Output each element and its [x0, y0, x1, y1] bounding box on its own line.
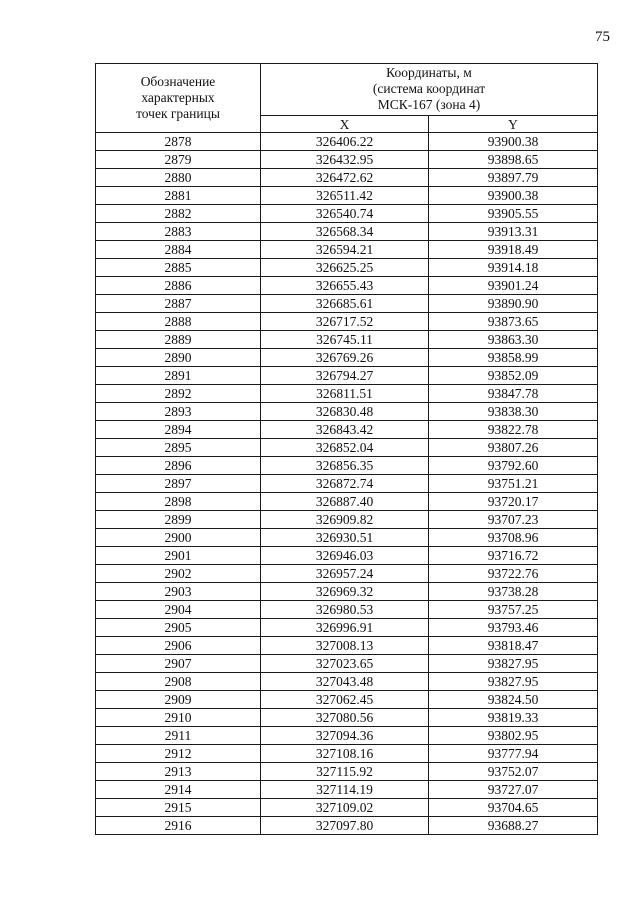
x-coordinate-cell: 326655.43	[261, 277, 429, 295]
table-row	[96, 295, 598, 313]
table-row	[96, 241, 598, 259]
point-cell: 2906	[96, 637, 261, 655]
y-coordinate-cell: 93802.95	[429, 727, 598, 745]
point-cell: 2880	[96, 169, 261, 187]
x-coordinate-cell: 327097.80	[261, 817, 429, 835]
y-coordinate-cell: 93873.65	[429, 313, 598, 331]
table-row	[96, 403, 598, 421]
table-row	[96, 619, 598, 637]
y-coordinate-cell: 93716.72	[429, 547, 598, 565]
x-coordinate-cell: 327062.45	[261, 691, 429, 709]
y-coordinate-cell: 93727.07	[429, 781, 598, 799]
x-coordinate-cell: 326472.62	[261, 169, 429, 187]
table-row	[96, 781, 598, 799]
x-coordinate-cell: 326887.40	[261, 493, 429, 511]
x-coordinate-cell: 326511.42	[261, 187, 429, 205]
x-coordinate-cell: 326568.34	[261, 223, 429, 241]
point-cell: 2893	[96, 403, 261, 421]
table-row	[96, 457, 598, 475]
point-cell: 2905	[96, 619, 261, 637]
y-coordinate-cell: 93901.24	[429, 277, 598, 295]
table-row	[96, 817, 598, 835]
table-row	[96, 511, 598, 529]
table-row	[96, 313, 598, 331]
coordinates-table	[95, 63, 598, 835]
y-coordinate-cell: 93918.49	[429, 241, 598, 259]
point-cell: 2907	[96, 655, 261, 673]
point-cell: 2912	[96, 745, 261, 763]
y-coordinate-cell: 93777.94	[429, 745, 598, 763]
y-coordinate-cell: 93898.65	[429, 151, 598, 169]
point-cell: 2913	[96, 763, 261, 781]
x-coordinate-cell: 326872.74	[261, 475, 429, 493]
table-row	[96, 223, 598, 241]
point-cell: 2910	[96, 709, 261, 727]
table-row	[96, 259, 598, 277]
table-row	[96, 133, 598, 151]
x-coordinate-cell: 326909.82	[261, 511, 429, 529]
x-coordinate-cell: 327080.56	[261, 709, 429, 727]
point-header-line-2: характерных	[141, 90, 215, 105]
table-row	[96, 421, 598, 439]
x-coordinate-cell: 327008.13	[261, 637, 429, 655]
point-cell: 2885	[96, 259, 261, 277]
x-coordinate-cell: 326594.21	[261, 241, 429, 259]
table-row	[96, 439, 598, 457]
x-coordinate-cell: 326745.11	[261, 331, 429, 349]
table-row	[96, 637, 598, 655]
point-cell: 2911	[96, 727, 261, 745]
coords-header-line-1: Координаты, м	[386, 65, 472, 80]
y-coordinate-cell: 93852.09	[429, 367, 598, 385]
table-row	[96, 547, 598, 565]
y-coordinate-cell: 93720.17	[429, 493, 598, 511]
x-coordinate-cell: 326957.24	[261, 565, 429, 583]
y-coordinate-cell: 93807.26	[429, 439, 598, 457]
table-row	[96, 601, 598, 619]
table-row	[96, 565, 598, 583]
x-coordinate-cell: 326856.35	[261, 457, 429, 475]
x-coordinate-cell: 326996.91	[261, 619, 429, 637]
point-cell: 2895	[96, 439, 261, 457]
y-coordinate-cell: 93890.90	[429, 295, 598, 313]
x-coordinate-cell: 327115.92	[261, 763, 429, 781]
table-row	[96, 709, 598, 727]
point-cell: 2879	[96, 151, 261, 169]
point-cell: 2899	[96, 511, 261, 529]
point-cell: 2896	[96, 457, 261, 475]
y-coordinate-cell: 93824.50	[429, 691, 598, 709]
y-coordinate-cell: 93792.60	[429, 457, 598, 475]
x-coordinate-cell: 327094.36	[261, 727, 429, 745]
point-cell: 2916	[96, 817, 261, 835]
x-coordinate-cell: 326830.48	[261, 403, 429, 421]
y-coordinate-cell: 93897.79	[429, 169, 598, 187]
y-coordinate-cell: 93900.38	[429, 187, 598, 205]
table-row	[96, 205, 598, 223]
y-coordinate-cell: 93751.21	[429, 475, 598, 493]
point-cell: 2883	[96, 223, 261, 241]
y-coordinate-cell: 93757.25	[429, 601, 598, 619]
x-coordinate-cell: 326852.04	[261, 439, 429, 457]
point-cell: 2881	[96, 187, 261, 205]
table-row	[96, 529, 598, 547]
table-row	[96, 493, 598, 511]
y-coordinate-cell: 93738.28	[429, 583, 598, 601]
point-cell: 2903	[96, 583, 261, 601]
point-cell: 2897	[96, 475, 261, 493]
y-coordinate-cell: 93822.78	[429, 421, 598, 439]
table-row	[96, 475, 598, 493]
y-coordinate-cell: 93707.23	[429, 511, 598, 529]
coordinates-group-header	[261, 64, 598, 116]
table-row	[96, 331, 598, 349]
table-row	[96, 583, 598, 601]
point-cell: 2882	[96, 205, 261, 223]
coords-header-line-3: МСК-167 (зона 4)	[377, 97, 481, 112]
point-cell: 2904	[96, 601, 261, 619]
x-coordinate-cell: 326432.95	[261, 151, 429, 169]
table-row	[96, 655, 598, 673]
table-row	[96, 799, 598, 817]
x-coordinate-cell: 326843.42	[261, 421, 429, 439]
y-coordinate-cell: 93818.47	[429, 637, 598, 655]
table-row	[96, 277, 598, 295]
table-row	[96, 763, 598, 781]
x-coordinate-cell: 326794.27	[261, 367, 429, 385]
point-cell: 2894	[96, 421, 261, 439]
y-coordinate-cell: 93863.30	[429, 331, 598, 349]
point-cell: 2908	[96, 673, 261, 691]
y-coordinate-cell: 93708.96	[429, 529, 598, 547]
y-coordinate-cell: 93722.76	[429, 565, 598, 583]
table-row	[96, 169, 598, 187]
x-coordinate-cell: 326406.22	[261, 133, 429, 151]
table-header	[96, 64, 598, 133]
x-coordinate-cell: 326811.51	[261, 385, 429, 403]
y-coordinate-cell: 93819.33	[429, 709, 598, 727]
x-coordinate-cell: 326540.74	[261, 205, 429, 223]
x-coordinate-cell: 326980.53	[261, 601, 429, 619]
point-cell: 2902	[96, 565, 261, 583]
point-cell: 2890	[96, 349, 261, 367]
point-header-line-1: Обозначение	[140, 74, 216, 89]
x-coordinate-cell: 326685.61	[261, 295, 429, 313]
y-coordinate-cell: 93838.30	[429, 403, 598, 421]
x-column-header: X	[261, 116, 429, 133]
y-coordinate-cell: 93688.27	[429, 817, 598, 835]
x-coordinate-cell: 326717.52	[261, 313, 429, 331]
point-cell: 2900	[96, 529, 261, 547]
point-cell: 2878	[96, 133, 261, 151]
header-row-main	[96, 64, 598, 116]
table-body	[96, 133, 598, 835]
point-cell: 2914	[96, 781, 261, 799]
y-coordinate-cell: 93914.18	[429, 259, 598, 277]
point-cell: 2915	[96, 799, 261, 817]
x-coordinate-cell: 326969.32	[261, 583, 429, 601]
y-coordinate-cell: 93752.07	[429, 763, 598, 781]
y-coordinate-cell: 93900.38	[429, 133, 598, 151]
y-coordinate-cell: 93704.65	[429, 799, 598, 817]
x-coordinate-cell: 326769.26	[261, 349, 429, 367]
x-coordinate-cell: 327043.48	[261, 673, 429, 691]
y-column-header: Y	[429, 116, 598, 133]
table-row	[96, 691, 598, 709]
point-cell: 2901	[96, 547, 261, 565]
point-designation-header	[96, 64, 261, 133]
point-cell: 2898	[96, 493, 261, 511]
y-coordinate-cell: 93858.99	[429, 349, 598, 367]
x-coordinate-cell: 326946.03	[261, 547, 429, 565]
x-coordinate-cell: 327114.19	[261, 781, 429, 799]
point-cell: 2888	[96, 313, 261, 331]
y-coordinate-cell: 93827.95	[429, 673, 598, 691]
x-coordinate-cell: 327023.65	[261, 655, 429, 673]
table-row	[96, 727, 598, 745]
point-header-line-3: точек границы	[136, 106, 220, 121]
table-row	[96, 151, 598, 169]
y-coordinate-cell: 93827.95	[429, 655, 598, 673]
point-cell: 2884	[96, 241, 261, 259]
table-row	[96, 673, 598, 691]
table-row	[96, 385, 598, 403]
coords-header-line-2: (система координат	[372, 81, 486, 96]
point-cell: 2909	[96, 691, 261, 709]
x-coordinate-cell: 327109.02	[261, 799, 429, 817]
point-cell: 2892	[96, 385, 261, 403]
x-coordinate-cell: 326930.51	[261, 529, 429, 547]
x-coordinate-cell: 327108.16	[261, 745, 429, 763]
y-coordinate-cell: 93793.46	[429, 619, 598, 637]
x-coordinate-cell: 326625.25	[261, 259, 429, 277]
point-cell: 2891	[96, 367, 261, 385]
table-row	[96, 745, 598, 763]
table-row	[96, 187, 598, 205]
table-row	[96, 367, 598, 385]
point-cell: 2887	[96, 295, 261, 313]
page-number: 75	[595, 29, 610, 45]
y-coordinate-cell: 93847.78	[429, 385, 598, 403]
table-row	[96, 349, 598, 367]
y-coordinate-cell: 93913.31	[429, 223, 598, 241]
y-coordinate-cell: 93905.55	[429, 205, 598, 223]
point-cell: 2886	[96, 277, 261, 295]
point-cell: 2889	[96, 331, 261, 349]
